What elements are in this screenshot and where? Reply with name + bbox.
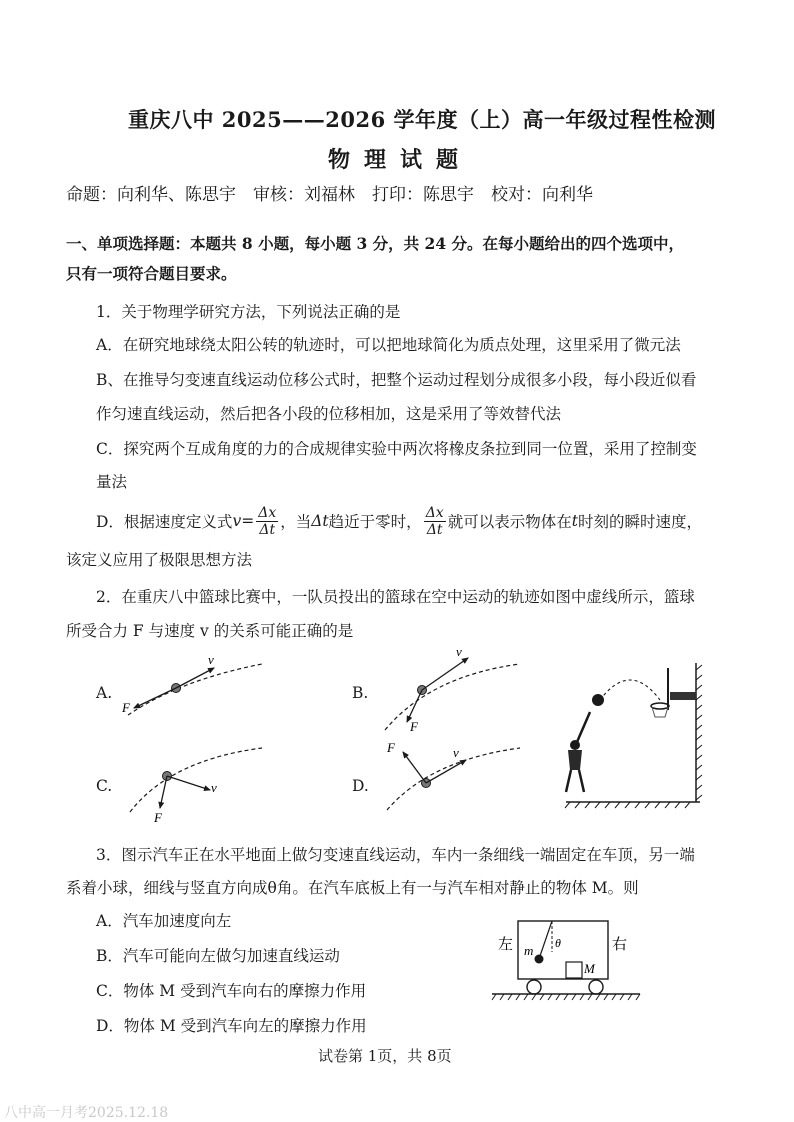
q1-d-prefix: D．根据速度定义式 (96, 513, 233, 531)
trajectory-b (385, 664, 520, 730)
q1-d-t: t (571, 512, 578, 530)
f-label-c: F (154, 810, 162, 825)
pole-hatch (696, 665, 702, 800)
q2-label-b: B. (352, 684, 369, 702)
q3-stem-line2: 系着小球，细线与竖直方向成θ角。在汽车底板上有一与汽车相对静止的物体 M。则 (66, 879, 639, 897)
q3-option-b: B．汽车可能向左做匀加速直线运动 (96, 947, 340, 965)
credits-line: 命题：向利华、陈思宇 审核：刘福林 打印：陈思宇 校对：向利华 (66, 185, 593, 205)
page-footer: 试卷第 1页，共 8页 (318, 1047, 452, 1065)
velocity-arrow-a (176, 668, 214, 688)
q1-stem: 1．关于物理学研究方法，下列说法正确的是 (96, 303, 401, 321)
ball-m (535, 955, 544, 964)
q3-option-c: C．物体 M 受到汽车向右的摩擦力作用 (96, 982, 367, 1000)
wheel-left (527, 980, 541, 994)
basketball (592, 694, 604, 706)
q1-fraction-1-num: Δx (258, 504, 277, 521)
section-heading-line2: 只有一项符合题目要求。 (66, 264, 237, 283)
string (540, 921, 552, 956)
q3-option-a: A．汽车加速度向左 (96, 912, 232, 930)
q2-label-a: A. (96, 684, 113, 702)
q2-option-a-diagram (121, 652, 262, 715)
player-torso (568, 750, 582, 770)
velocity-arrow-b (422, 658, 468, 690)
q2-option-b-diagram (385, 644, 520, 734)
q1-d-end: 时刻的瞬时速度， (577, 513, 702, 531)
v-label-b: v (456, 644, 462, 659)
q3-option-d: D．物体 M 受到汽车向左的摩擦力作用 (96, 1017, 367, 1035)
q1-d-eq: = (241, 512, 255, 530)
player-legs (566, 770, 584, 792)
q1-option-c-line2: 量法 (96, 473, 128, 491)
velocity-arrow-d (426, 760, 466, 783)
q1-d-mid3: 就可以表示物体在 (447, 513, 572, 531)
q3-car-figure (492, 921, 640, 1000)
f-label-d: F (387, 740, 395, 755)
trajectory-c (130, 748, 262, 812)
q1-option-b-line1: B、在推导匀变速直线运动位移公式时，把整个运动过程划分成很多小段，每小段近似看 (96, 371, 697, 389)
hoop-support (670, 692, 696, 700)
label-m: m (524, 943, 534, 958)
v-label-c: v (211, 780, 217, 795)
q1-d-mid1: ，当 (280, 513, 312, 531)
force-arrow-a (134, 688, 176, 708)
q2-option-c-diagram (130, 748, 262, 825)
label-right: 右 (612, 937, 628, 953)
q1-option-a: A．在研究地球绕太阳公转的轨迹时，可以把地球简化为质点处理，这里采用了微元法 (96, 336, 681, 354)
q1-option-b-line2: 作匀速直线运动，然后把各小段的位移相加，这是采用了等效替代法 (96, 405, 562, 423)
force-arrow-b (407, 690, 422, 722)
label-left: 左 (498, 937, 514, 953)
q1-option-d-line2: 该定义应用了极限思想方法 (66, 551, 253, 569)
watermark: 八中高一月考2025.12.18 (4, 1105, 169, 1121)
q2-label-c: C. (96, 777, 113, 795)
q1-d-mid2: 趋近于零时， (328, 513, 422, 531)
exam-title: 重庆八中 2025——2026 学年度（上）高一年级过程性检测 (128, 107, 717, 132)
q1-fraction-1-den: Δt (259, 521, 276, 538)
v-label-a: v (208, 652, 214, 667)
q1-fraction-2-num: Δx (425, 504, 444, 521)
label-theta: θ (555, 936, 561, 950)
f-label-b: F (410, 719, 418, 734)
f-label-a: F (122, 700, 130, 715)
floor-hatch (565, 802, 690, 808)
force-arrow-d (403, 752, 426, 783)
v-label-d: v (453, 745, 459, 760)
q2-option-d-diagram (386, 740, 520, 810)
subject-title: 物理试题 (328, 147, 473, 173)
velocity-arrow-c (167, 776, 210, 790)
basketball-scene (565, 663, 702, 808)
q1-d-v: v (232, 512, 242, 530)
player-arm (577, 712, 590, 742)
q1-option-c-line1: C．探究两个互成角度的力的合成规律实验中两次将橡皮条拉到同一位置，采用了控制变 (96, 440, 697, 458)
hoop-rim (651, 703, 669, 709)
ground-hatch (492, 994, 640, 1000)
q1-d-dt: Δt (311, 512, 329, 530)
q2-stem-line1: 2．在重庆八中篮球比赛中，一队员投出的篮球在空中运动的轨迹如图中虚线所示，篮球 (96, 588, 695, 606)
q1-fraction-2-den: Δt (426, 521, 443, 538)
q2-stem-line2: 所受合力 F 与速度 v 的关系可能正确的是 (66, 622, 354, 640)
block-M (566, 962, 582, 978)
trajectory-a (128, 664, 262, 715)
label-M: M (584, 961, 595, 976)
q3-stem-line1: 3．图示汽车正在水平地面上做匀变速直线运动，车内一条细线一端固定在车顶，另一端 (96, 846, 695, 864)
section-heading-line1: 一、单项选择题：本题共 8 小题，每小题 3 分，共 24 分。在每小题给出的四个选项中， (66, 234, 685, 253)
shot-trajectory (600, 680, 660, 700)
wheel-right (589, 980, 603, 994)
q2-label-d: D. (352, 777, 369, 795)
